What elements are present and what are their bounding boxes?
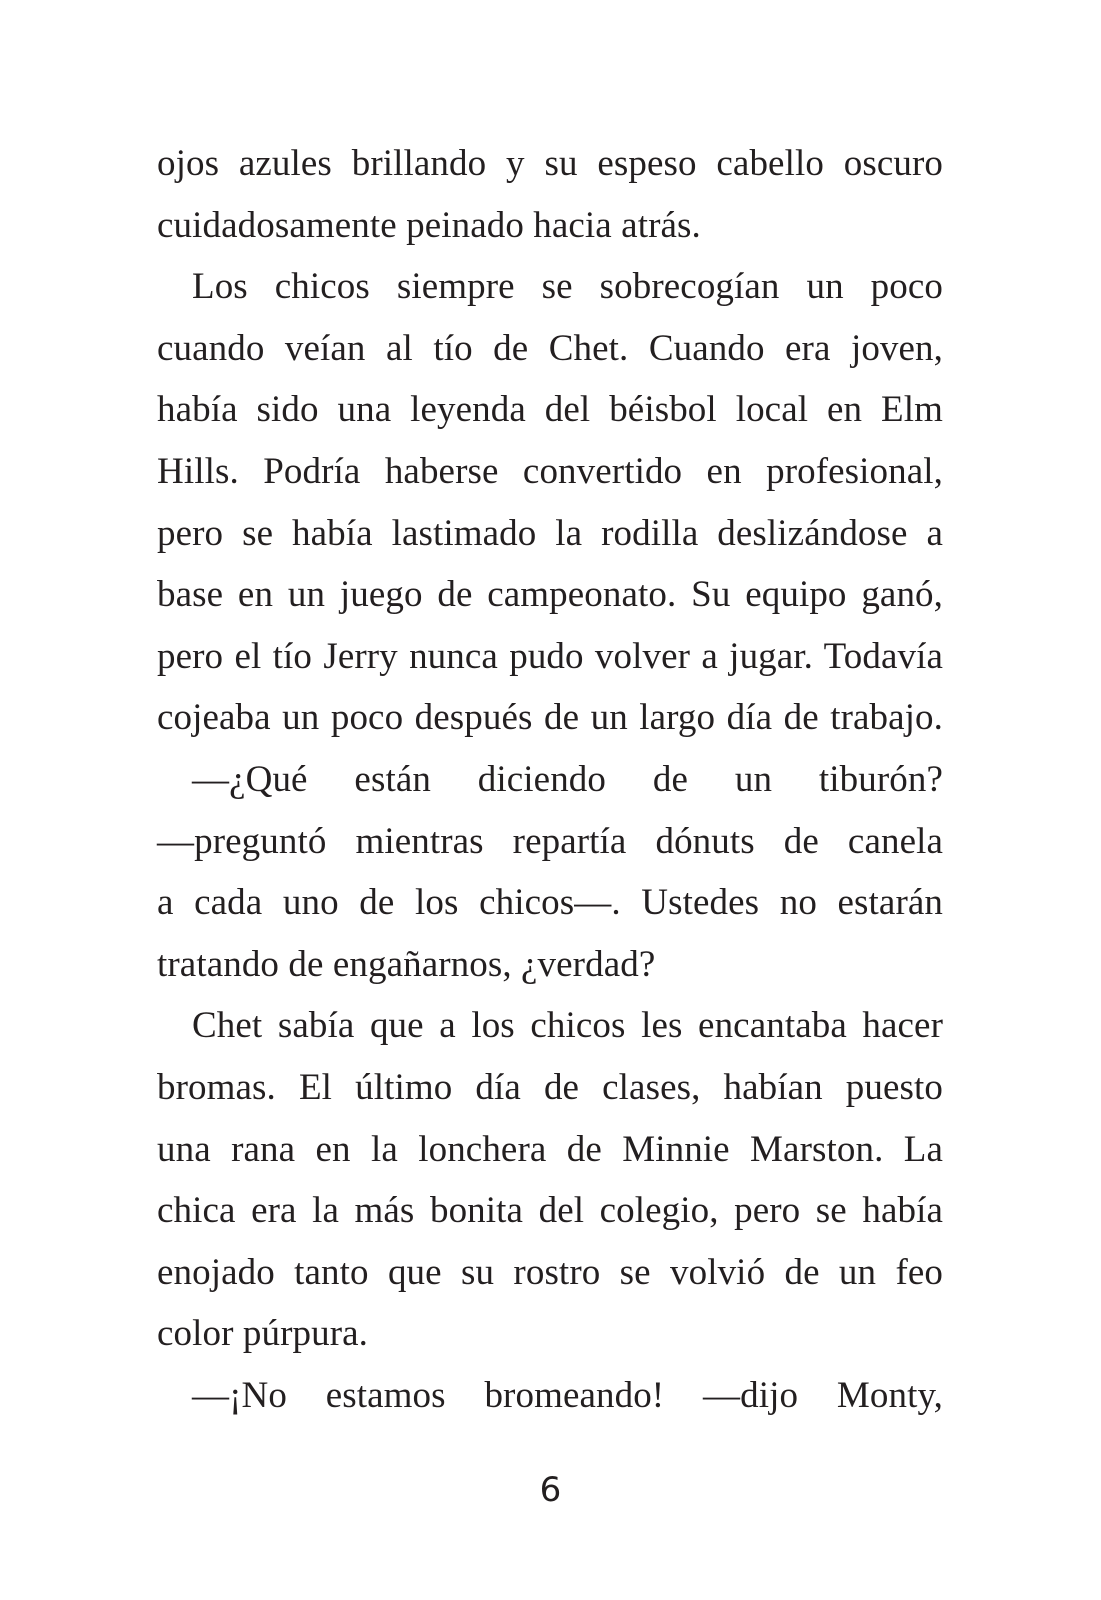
text-line: ojos azules brillando y su espeso cabello oscuro xyxy=(157,143,943,184)
text-line: color púrpura. xyxy=(157,1313,368,1355)
text-line: a cada uno de los chicos—. Ustedes no estarán xyxy=(157,882,943,924)
text-line: había sido una leyenda del béisbol local en Elm xyxy=(157,389,943,431)
text-line: Los chicos siempre se sobrecogían un poco xyxy=(192,266,943,308)
text-line: tratando de engañarnos, ¿verdad? xyxy=(157,943,656,985)
text-line: cuidadosamente peinado hacia atrás. xyxy=(157,204,701,246)
text-line: Hills. Podría haberse convertido en profesional, xyxy=(157,450,943,492)
body-text xyxy=(157,133,943,1426)
text-line: chica era la más bonita del colegio, pero se había xyxy=(157,1190,943,1232)
text-line: cojeaba un poco después de un largo día de trabajo. xyxy=(157,697,943,739)
text-line: pero se había lastimado la rodilla deslizándose a xyxy=(157,512,943,554)
text-line: Chet sabía que a los chicos les encantaba hacer xyxy=(192,1005,943,1047)
text-line: —¿Qué están diciendo de un tiburón? xyxy=(192,758,943,800)
text-line: base en un juego de campeonato. Su equipo ganó, xyxy=(157,574,943,616)
text-line: cuando veían al tío de Chet. Cuando era joven, xyxy=(157,327,943,369)
text-line: bromas. El último día de clases, habían puesto xyxy=(157,1066,943,1108)
text-line: —preguntó mientras repartía dónuts de canela xyxy=(157,820,943,862)
text-line: —¡No estamos bromeando! —dijo Monty, xyxy=(192,1374,943,1416)
text-line: enojado tanto que su rostro se volvió de un feo xyxy=(157,1251,943,1293)
text-line: pero el tío Jerry nunca pudo volver a jugar. Todavía xyxy=(157,635,943,677)
text-line: una rana en la lonchera de Minnie Marston. La xyxy=(157,1128,943,1170)
page-number: 6 xyxy=(539,1470,562,1510)
